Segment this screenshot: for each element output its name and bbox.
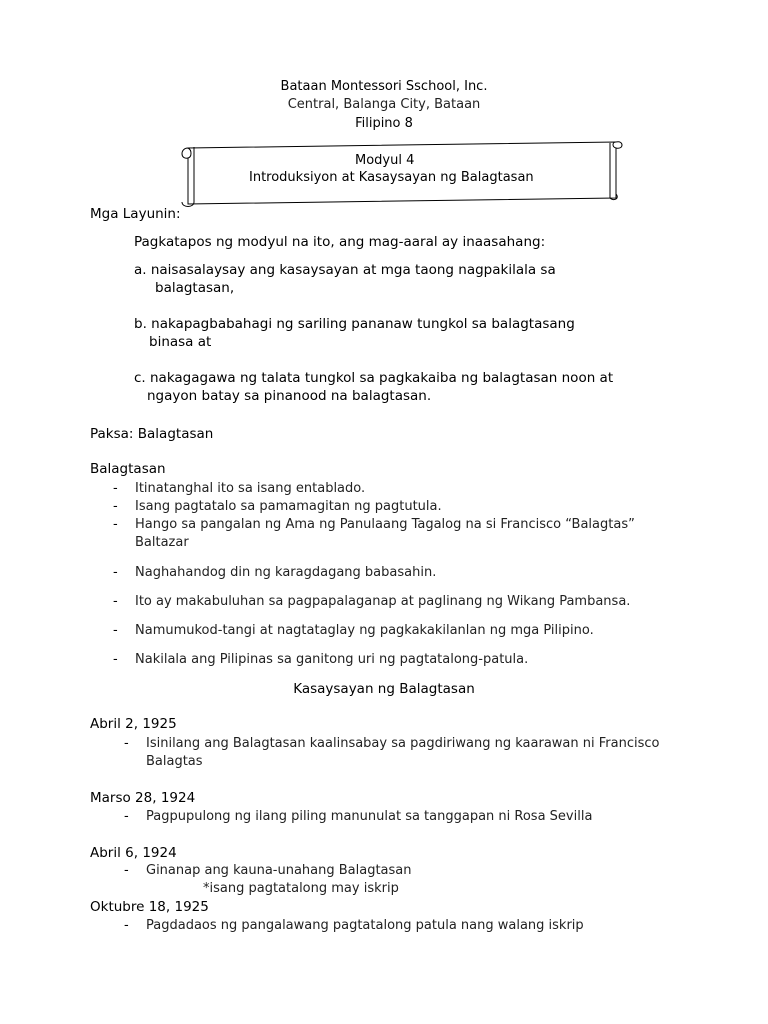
objectives-heading: Mga Layunin: [90, 206, 181, 222]
list-dash: - [124, 736, 129, 751]
list-item: Itinatanghal ito sa isang entablado. [135, 481, 366, 496]
history-date: Abril 2, 1925 [90, 716, 177, 732]
balagtasan-heading: Balagtasan [90, 461, 166, 477]
list-item: Naghahandog din ng karagdagang babasahin. [135, 565, 437, 580]
history-date: Oktubre 18, 1925 [90, 899, 209, 915]
history-heading: Kasaysayan ng Balagtasan [293, 681, 475, 697]
history-note: *isang pagtatalong may iskrip [203, 881, 399, 896]
list-dash: - [113, 565, 118, 580]
list-item: Isang pagtatalo sa pamamagitan ng pagtutula. [135, 499, 442, 514]
list-item-cont: Baltazar [135, 535, 189, 550]
history-event: Pagpupulong ng ilang piling manunulat sa tanggapan ni Rosa Sevilla [146, 809, 593, 824]
objective-a-cont: balagtasan, [155, 280, 235, 296]
history-date: Marso 28, 1924 [90, 790, 196, 806]
school-name: Bataan Montessori Sschool, Inc. [280, 79, 488, 94]
objectives-intro: Pagkatapos ng modyul na ito, ang mag-aaral ay inaasahang: [134, 234, 546, 250]
objective-a: a. naisasalaysay ang kasaysayan at mga taong nagpakilala sa [134, 262, 556, 278]
subject-title: Filipino 8 [355, 116, 413, 131]
list-item: Nakilala ang Pilipinas sa ganitong uri ng pagtatalong-patula. [135, 652, 529, 667]
topic: Paksa: Balagtasan [90, 426, 214, 442]
list-dash: - [113, 499, 118, 514]
list-dash: - [113, 517, 118, 532]
module-number: Modyul 4 [355, 153, 415, 168]
list-item: Hango sa pangalan ng Ama ng Panulaang Tagalog na si Francisco “Balagtas” [135, 517, 635, 532]
list-dash: - [124, 863, 129, 878]
objective-c: c. nakagagawa ng talata tungkol sa pagkakaiba ng balagtasan noon at [134, 370, 614, 386]
objective-c-cont: ngayon batay sa pinanood na balagtasan. [147, 388, 432, 404]
objective-b: b. nakapagbabahagi ng sariling pananaw tungkol sa balagtasang [134, 316, 575, 332]
history-event: Ginanap ang kauna-unahang Balagtasan [146, 863, 412, 878]
list-dash: - [124, 918, 129, 933]
history-event-cont: Balagtas [146, 754, 203, 769]
history-event: Pagdadaos ng pangalawang pagtatalong patula nang walang iskrip [146, 918, 584, 933]
history-date: Abril 6, 1924 [90, 845, 177, 861]
list-dash: - [113, 594, 118, 609]
list-item: Ito ay makabuluhan sa pagpapalaganap at paglinang ng Wikang Pambansa. [135, 594, 631, 609]
list-dash: - [113, 481, 118, 496]
list-dash: - [113, 623, 118, 638]
list-item: Namumukod-tangi at nagtataglay ng pagkakakilanlan ng mga Pilipino. [135, 623, 594, 638]
history-event: Isinilang ang Balagtasan kaalinsabay sa pagdiriwang ng kaarawan ni Francisco [146, 736, 660, 751]
list-dash: - [113, 652, 118, 667]
school-address: Central, Balanga City, Bataan [287, 97, 481, 112]
module-title: Introduksiyon at Kasaysayan ng Balagtasan [249, 170, 534, 185]
objective-b-cont: binasa at [149, 334, 212, 350]
list-dash: - [124, 809, 129, 824]
